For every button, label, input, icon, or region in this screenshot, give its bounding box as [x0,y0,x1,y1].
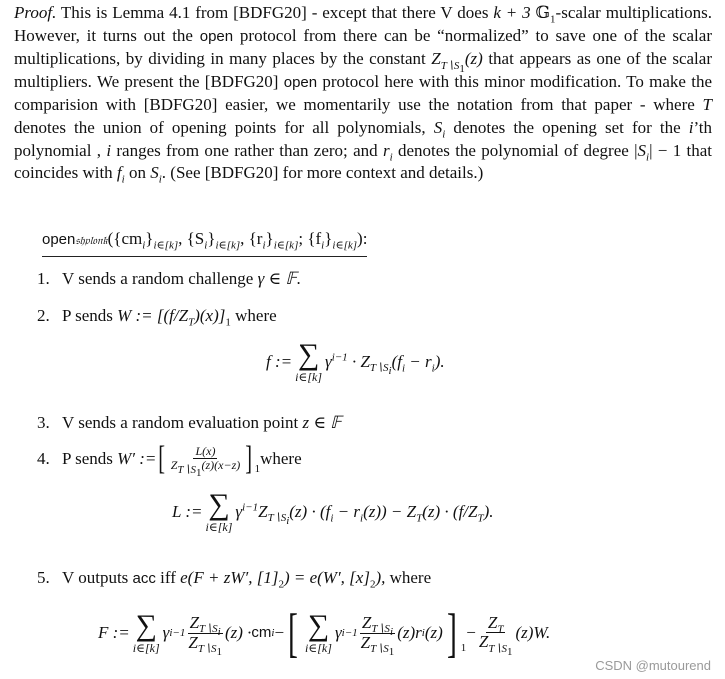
protocol-args: } [324,229,333,248]
math-inline: )(x)] [194,306,226,325]
math-sub: 1 [459,62,465,75]
sum-limit: i∈[k] [295,370,322,384]
math-sub: T [416,512,423,525]
proof-text: that appears as one of the scalar multipliers. We present the [BDFG20] [14,49,712,91]
math-inline: W′ := [117,448,157,468]
protocol-args: ; {f [298,229,322,248]
math-inline: f [116,163,122,183]
frac-denominator: Z [170,458,178,473]
math-inline: − [274,622,285,642]
math-inline: ). [434,351,445,371]
step-text: iff [155,568,181,587]
math-sub: 1 [196,466,202,479]
frac-numerator: L(x) [195,444,216,459]
math-inline: (z) · (f [289,501,331,521]
step-text: where [260,448,302,468]
math-inline: Z [258,501,268,521]
math-sub: i [389,626,393,639]
step-text: where [230,306,277,325]
math-sub: 2 [369,578,376,591]
sigma: ∑ [307,609,330,642]
math-inline: (z)) − Z [363,501,417,521]
math-inline: i [688,117,694,137]
math-inline: γ [162,622,170,642]
math-inline: ), [375,568,386,587]
math-sub: T [188,316,195,329]
step-text: P sends [62,306,118,325]
math-inline: L := [172,501,203,521]
step-5 [37,567,431,591]
math-sub: i [121,173,125,186]
proof-text: denotes the union of opening points for all polynomials, [14,117,434,137]
math-sub: i [330,512,334,525]
equation-F: F := ∑ i∈[k] γ i−1 $\frac{Z_{T∖S_i}}{Z_{T∖S_1}}$ (z) · cm i − [ ∑ i∈[k] γ i−1 $\frac{Z_{T∖S_i}}{Z_{T∖S_1}}$ (z)r i (z) ] 1 − $\frac{Z_T}{Z_{T∖S_1}}$ (z)W. [98,603,551,663]
fraction [477,613,515,658]
math-inline: S [433,117,443,137]
protocol-args: , {S [178,229,205,248]
protocol-args: , {r [240,229,263,248]
math-sub: T∖S [177,463,197,476]
cm-symbol: cm [251,623,272,641]
proof-text: | − 1 that coincides with [14,140,712,183]
math-sub: T∖S [440,59,460,72]
math-inline: W := [(f/Z [117,306,189,325]
bracket-right: ] [245,440,253,477]
proof-text: protocol from there can be “normalized” to save one of the scalar multiplications, by dividing in many places by the constant [14,25,712,69]
math-sub: i∈[k] [332,239,358,252]
math-inline: (z) [424,622,443,642]
protocol-header [42,228,367,257]
math-sub: i [142,239,146,252]
math-inline: F := [98,622,130,642]
proof-paragraph [14,2,712,185]
protocol-args: } [207,229,216,248]
math-sub: i [321,239,325,252]
math-inline: (z) · (f/Z [422,501,478,521]
bracket-right: ] [446,603,457,663]
math-sub: i [442,128,446,141]
math-inline: − r [405,351,432,371]
sum-symbol [305,611,332,655]
math-sub: i [286,515,290,528]
frac-numerator: Z [361,612,372,632]
math-sub: i [158,173,162,186]
protocol-args: } [265,229,274,248]
math-inline: e(F + zW′, [1] [180,568,279,587]
math-inline: (z)W. [515,622,551,642]
frac-numerator: Z [189,612,200,632]
protocol-args: } [145,229,154,248]
math-inline: − r [333,501,360,521]
equation-L [172,490,494,534]
equation-f [266,340,445,384]
sigma: ∑ [297,338,320,371]
sum-symbol [133,611,160,655]
math-sub: 1 [388,646,395,659]
sum-limit: i∈[k] [205,520,233,534]
proof-text: -scalar multiplications. However, it turns out the [14,3,712,45]
proof-text: . (See [BDFG20] for more context and details.) [161,163,484,183]
math-sub: i [401,362,406,375]
sigma: ∑ [208,488,230,521]
protocol-name: open [42,231,76,248]
open-keyword: open [199,27,234,45]
frac-denominator: Z [188,632,198,652]
math-sup: i−1 [242,501,259,514]
math-sub: i [389,150,393,163]
fraction [169,444,243,479]
step-text: V sends a random challenge [62,269,258,288]
math-sub: T [477,512,484,525]
math-inline: − [466,622,476,642]
math-sub: i [262,239,266,252]
proof-text: This is Lemma 4.1 from [BDFG20] - except that there V does [56,3,494,22]
step-2 [37,305,277,328]
math-sub: i [204,239,208,252]
math-inline: Z [431,49,441,69]
step-text: V sends a random evaluation point [62,413,303,432]
step-text: P sends [62,448,113,468]
math-inline: f := [266,351,293,371]
sum-limit: i∈[k] [305,641,332,655]
math-sub: i∈[k] [215,239,241,252]
math-inline: (z) · [224,622,252,642]
math-inline: (f [391,351,402,371]
step-text: V outputs [62,568,133,587]
proof-text: ranges from one rather than zero; and [111,140,383,160]
math-sub: i [646,150,650,163]
math-sub: 2 [278,578,284,591]
math-inline: r [382,140,390,160]
math-sub: i∈[k] [153,239,179,252]
math-inline: (z) [464,49,483,69]
acc-keyword: acc [132,570,156,587]
proof-text: protocol here with this minor modification. To make the comparision with [BDFG20] easier, we momentarily use the notation from that paper - where [14,71,712,115]
math-sub: T∖S [267,512,287,525]
math-sub: 1 [550,13,556,26]
math-inline: i [106,140,112,160]
step-number: 1. [37,269,50,288]
bracket-left: [ [288,603,299,663]
math-sub: i [431,362,435,375]
math-inline: γ [334,622,342,642]
math-sub: 1 [216,646,222,659]
math-inline: γ ∈ 𝔽. [257,269,302,288]
proof-text: ’th polynomial , [14,117,713,160]
math-sub: i [388,365,392,378]
math-sub: T∖S [197,642,217,655]
math-inline: (z)r [397,622,422,642]
math-inline: z ∈ 𝔽 [302,413,342,432]
math-sub: i [421,627,425,639]
protocol-args: ): [357,229,368,248]
proof-text: denotes the opening set for the [445,117,689,137]
math-inline: k + 3 [493,3,531,22]
bracket-left: [ [158,440,166,477]
math-sub: i [271,627,275,639]
step-1 [37,268,301,291]
frac-denominator: (z)(x−z) [201,458,241,473]
math-sup: i−1 [341,627,358,639]
step-number: 5. [37,568,50,587]
math-inline: S [150,163,159,183]
math-sub: T∖S [199,623,218,636]
step-4: 4. P sends W′ := [ $\frac{L(x)}{Z_{T∖S_1}(z)(x-z)}$ ] 1 where [37,440,302,479]
fraction [359,612,397,659]
math-sub: i [217,626,221,639]
frac-denominator: Z [360,632,371,652]
math-sub: T∖S [369,362,389,375]
math-inline: T [702,95,712,115]
open-keyword: open [283,73,318,91]
math-inline: ) = e(W′, [x] [283,568,370,587]
sum-symbol [295,340,322,384]
sum-symbol [206,490,233,534]
step-number: 4. [37,448,50,468]
math-sub: i [360,512,364,525]
proof-text: on [124,163,151,183]
math-sup: i−1 [169,627,186,639]
protocol-name-sub: 𝔰𝔥𝔭𝔩𝔬𝔫𝔨 [75,234,108,247]
sigma: ∑ [135,609,157,642]
math-inline: ). [483,501,494,521]
sum-limit: i∈[k] [132,641,160,655]
proof-label: Proof. [14,3,57,22]
math-sup: i−1 [331,351,348,364]
step-number: 2. [37,306,50,325]
math-sub: i∈[k] [273,239,299,252]
step-number: 3. [37,413,50,432]
protocol-args: ({cm [107,229,143,248]
math-sub: T∖S [371,623,390,636]
math-sub: T [497,623,504,636]
math-sub: 1 [225,316,231,329]
step-3 [37,412,342,435]
step-text: where [385,568,432,587]
math-inline: γ [235,501,243,521]
frac-numerator: Z [487,613,498,633]
math-sub: T∖S [488,642,507,655]
watermark: CSDN @mutourend [595,655,711,678]
math-sub: 1 [506,645,513,658]
proof-text: denotes the polynomial of degree | [392,140,638,160]
math-inline: · Z [347,351,370,371]
frac-denominator: Z [478,632,489,652]
proof-text: 𝔾 [530,3,551,22]
math-inline: S [637,140,647,160]
math-inline: γ [325,351,332,371]
fraction [186,612,224,659]
math-sub: T∖S [370,642,389,655]
